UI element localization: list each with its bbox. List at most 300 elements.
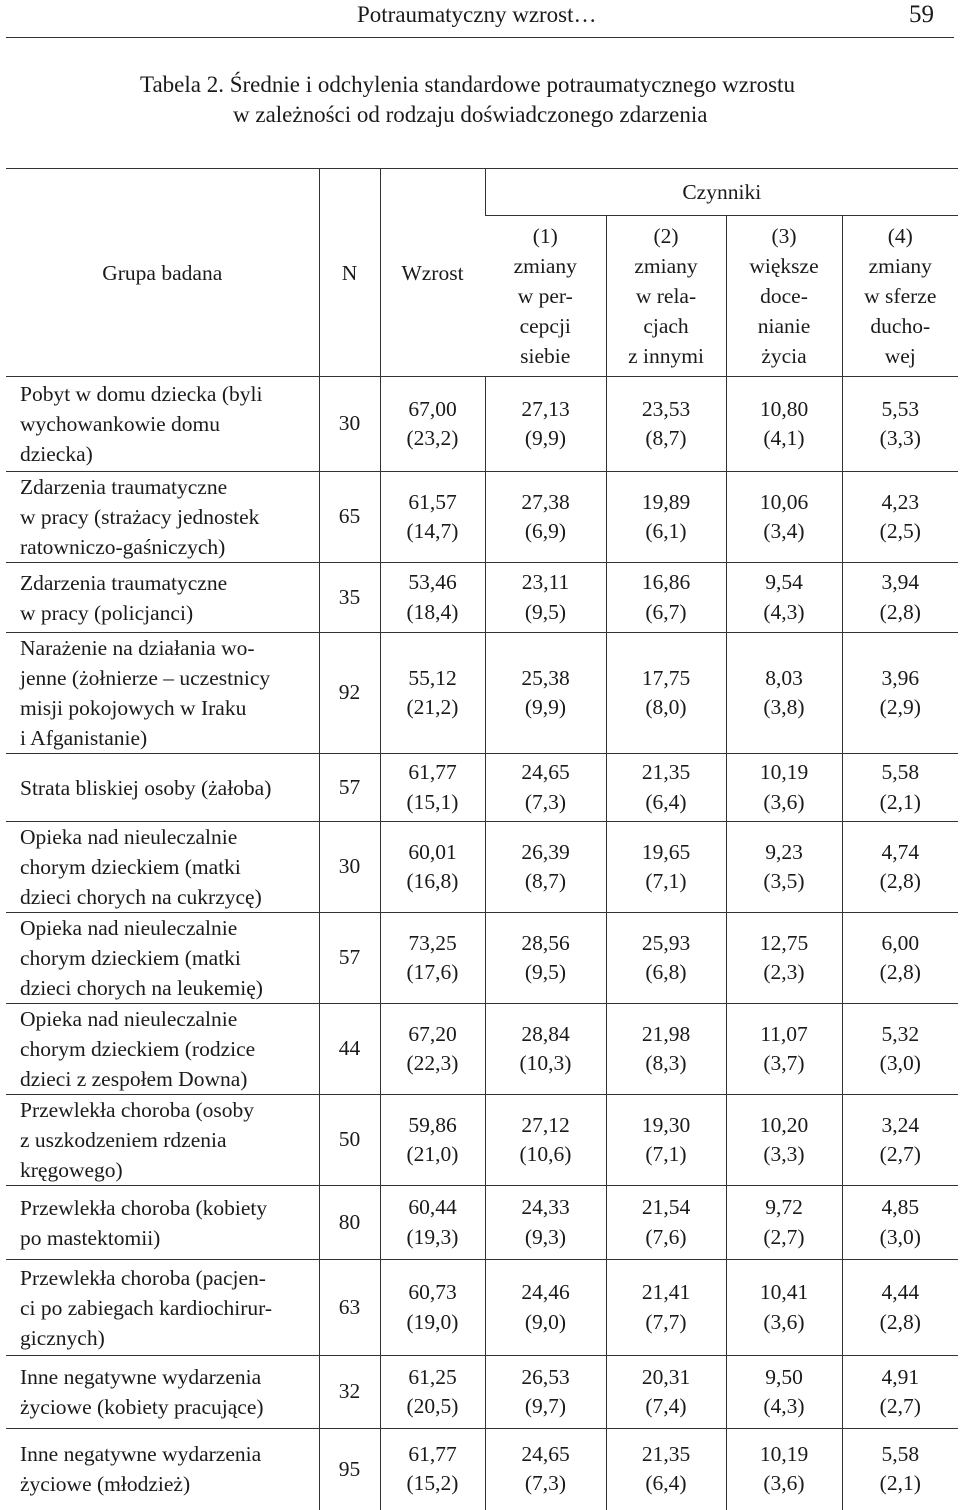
factor-4-cell-line: (2,8) xyxy=(879,869,921,893)
factor-2-cell-line: (6,7) xyxy=(645,599,687,624)
group-cell-line: kręgowego) xyxy=(20,1158,123,1182)
header-factor-2-line: (2) xyxy=(653,224,679,248)
group-cell-line: chorym dzieckiem (matki xyxy=(20,946,241,970)
factor-2-cell xyxy=(606,1095,726,1186)
group-cell xyxy=(6,822,319,913)
growth-cell-line: (16,8) xyxy=(406,869,459,893)
growth-cell-line: (23,2) xyxy=(406,426,459,450)
n-cell-line: 65 xyxy=(338,504,361,529)
caption-line-1: Tabela 2. Średnie i odchylenia standardowe potraumatycznego wzrostu xyxy=(140,72,795,97)
factor-3-cell xyxy=(726,633,842,754)
factor-4-cell-line: 4,74 xyxy=(881,839,920,864)
factor-4-cell-line: (2,8) xyxy=(879,960,921,984)
factor-3-cell-line: 10,41 xyxy=(759,1280,809,1304)
factor-2-cell-line: (6,4) xyxy=(645,1471,687,1496)
running-head xyxy=(0,0,960,38)
group-cell xyxy=(6,1429,319,1510)
factor-4-cell-line: 3,24 xyxy=(881,1112,920,1137)
factor-4-cell xyxy=(842,563,958,633)
factor-2-cell-line: 16,86 xyxy=(641,570,691,594)
n-cell xyxy=(319,754,380,822)
factor-4-cell-line: (3,0) xyxy=(879,1051,921,1075)
factor-3-cell xyxy=(726,822,842,913)
factor-2-cell-line: 25,93 xyxy=(641,930,691,955)
growth-cell-line: 55,12 xyxy=(408,665,457,690)
header-factor-1-line: w per- xyxy=(517,284,573,308)
group-cell xyxy=(6,754,319,822)
group-cell-line: dzieci chorych na leukemię) xyxy=(20,976,263,1000)
factor-1-cell-line: 24,65 xyxy=(521,1441,570,1466)
group-cell-line: wychowankowie domu xyxy=(20,412,221,436)
factor-1-cell xyxy=(485,754,606,822)
growth-cell-line: 53,46 xyxy=(408,570,457,594)
factor-1-cell xyxy=(485,1186,606,1260)
header-rule xyxy=(6,37,954,38)
group-cell-line: Pobyt w domu dziecka (byli xyxy=(20,382,263,406)
factor-4-cell xyxy=(842,913,958,1004)
factor-3-cell xyxy=(726,913,842,1004)
factor-2-cell xyxy=(606,377,726,472)
factor-2-cell xyxy=(606,822,726,913)
factor-2-cell-line: (7,1) xyxy=(645,1142,687,1166)
factor-3-cell-line: 9,72 xyxy=(765,1195,803,1219)
group-cell xyxy=(6,1186,319,1260)
n-cell xyxy=(319,1004,380,1095)
n-cell xyxy=(319,472,380,563)
growth-cell xyxy=(380,1095,485,1186)
factor-4-cell xyxy=(842,472,958,563)
factor-3-cell-line: (2,3) xyxy=(763,960,805,984)
factor-4-cell-line: (2,1) xyxy=(879,1471,921,1496)
header-factor-2 xyxy=(606,216,726,377)
header-factor-1-line: cepcji xyxy=(519,314,571,338)
factor-4-cell xyxy=(842,1004,958,1095)
factor-3-cell-line: (4,3) xyxy=(763,1394,805,1418)
header-factor-4-line: zmiany xyxy=(868,254,932,278)
n-cell-line: 35 xyxy=(338,584,361,609)
factor-1-cell-line: (10,3) xyxy=(519,1051,572,1075)
table-body xyxy=(6,377,958,1510)
factor-4-cell xyxy=(842,633,958,754)
factor-1-cell-line: (9,3) xyxy=(524,1224,567,1249)
factor-2-cell-line: (8,7) xyxy=(645,426,687,450)
growth-cell xyxy=(380,1260,485,1356)
factor-1-cell xyxy=(485,913,606,1004)
group-cell-line: chorym dzieckiem (matki xyxy=(20,855,241,879)
factor-1-cell-line: 27,38 xyxy=(521,489,570,514)
growth-cell xyxy=(380,377,485,472)
table-row xyxy=(6,1260,958,1356)
factor-1-cell xyxy=(485,472,606,563)
table-row xyxy=(6,1186,958,1260)
growth-cell-line: 61,77 xyxy=(408,1441,457,1466)
factor-1-cell-line: 24,65 xyxy=(521,760,570,784)
factor-3-cell xyxy=(726,1004,842,1095)
factor-4-cell-line: (2,8) xyxy=(879,1309,921,1334)
header-factor-1 xyxy=(485,216,606,377)
factor-1-cell xyxy=(485,822,606,913)
header-group: Grupa badana xyxy=(6,169,319,377)
group-cell-line: Inne negatywne wydarzenia xyxy=(20,1442,262,1467)
n-cell-line: 63 xyxy=(338,1294,361,1319)
factor-3-cell-line: 10,19 xyxy=(759,1441,809,1466)
growth-cell-line: (17,6) xyxy=(406,960,459,984)
factor-4-cell-line: 3,94 xyxy=(881,570,920,594)
factor-2-cell-line: (6,1) xyxy=(645,519,687,543)
growth-cell-line: 60,44 xyxy=(408,1195,457,1219)
factor-3-cell-line: 10,80 xyxy=(759,396,809,421)
factor-4-cell xyxy=(842,754,958,822)
header-factor-4-line: ducho- xyxy=(870,314,931,338)
group-cell-line: chorym dzieckiem (rodzice xyxy=(20,1037,256,1061)
table-row xyxy=(6,633,958,754)
factor-4-cell-line: 4,85 xyxy=(881,1195,920,1219)
header-factor-3-line: (3) xyxy=(771,224,797,248)
factor-4-cell xyxy=(842,1095,958,1186)
factor-2-cell xyxy=(606,563,726,633)
factor-3-cell-line: 10,20 xyxy=(759,1112,809,1137)
n-cell xyxy=(319,1429,380,1510)
table-row xyxy=(6,822,958,913)
factor-4-cell-line: 4,91 xyxy=(881,1364,920,1389)
n-cell-line: 32 xyxy=(338,1379,361,1404)
group-cell xyxy=(6,1004,319,1095)
factor-1-cell xyxy=(485,1095,606,1186)
growth-cell-line: (21,0) xyxy=(406,1142,459,1166)
growth-cell-line: 60,01 xyxy=(408,839,457,864)
factor-2-cell-line: (7,1) xyxy=(645,869,687,893)
factor-1-cell xyxy=(485,1356,606,1429)
table-head xyxy=(6,169,958,377)
group-cell-line: dzieci z zespołem Downa) xyxy=(20,1067,248,1091)
growth-cell xyxy=(380,472,485,563)
factor-3-cell-line: 11,07 xyxy=(760,1021,808,1046)
factor-4-cell-line: (2,7) xyxy=(879,1394,921,1418)
factor-2-cell xyxy=(606,633,726,754)
header-factor-3 xyxy=(726,216,842,377)
growth-cell-line: (15,2) xyxy=(406,1471,459,1496)
factor-1-cell-line: (9,5) xyxy=(524,960,567,984)
factor-4-cell-line: (2,9) xyxy=(879,695,921,719)
group-cell-line: misji pokojowych w Iraku xyxy=(20,696,247,720)
factor-2-cell-line: (6,8) xyxy=(645,960,687,984)
factor-1-cell-line: (10,6) xyxy=(519,1142,572,1166)
header-factor-4-line: wej xyxy=(884,344,916,368)
growth-cell-line: 61,57 xyxy=(408,489,457,514)
factor-3-cell-line: (3,6) xyxy=(763,1471,805,1496)
growth-cell-line: 59,86 xyxy=(408,1112,457,1137)
group-cell-line: ratowniczo-gaśniczych) xyxy=(20,535,226,559)
header-factor-1-line: siebie xyxy=(520,344,571,368)
factor-1-cell-line: (9,9) xyxy=(524,695,567,719)
factor-2-cell xyxy=(606,472,726,563)
group-cell xyxy=(6,913,319,1004)
factor-3-cell-line: (3,6) xyxy=(763,1309,805,1334)
factor-4-cell xyxy=(842,822,958,913)
factor-3-cell xyxy=(726,754,842,822)
factor-4-cell xyxy=(842,1186,958,1260)
n-cell xyxy=(319,633,380,754)
group-cell-line: Przewlekła choroba (kobiety xyxy=(20,1195,268,1220)
group-cell-line: Opieka nad nieuleczalnie xyxy=(20,825,238,849)
factor-4-cell xyxy=(842,1356,958,1429)
factor-1-cell-line: 28,56 xyxy=(521,930,570,955)
factor-2-cell-line: 23,53 xyxy=(641,396,691,421)
factor-1-cell-line: 26,39 xyxy=(521,839,570,864)
header-factor-1-line: (1) xyxy=(532,224,558,248)
header-factor-4-line: w sferze xyxy=(864,284,937,308)
factor-4-cell-line: 3,96 xyxy=(881,665,920,690)
factor-3-cell-line: (3,4) xyxy=(763,519,805,543)
factor-3-cell-line: 9,50 xyxy=(765,1364,803,1389)
header-growth: Wzrost xyxy=(380,169,485,377)
header-factor-3-line: życia xyxy=(761,344,807,368)
factor-1-cell-line: (6,9) xyxy=(524,519,567,543)
factor-1-cell-line: (9,7) xyxy=(524,1394,567,1418)
group-cell xyxy=(6,563,319,633)
n-cell-line: 50 xyxy=(338,1127,361,1152)
group-cell-line: dzieci chorych na cukrzycę) xyxy=(20,885,262,909)
factor-2-cell-line: (6,4) xyxy=(645,789,687,814)
n-cell xyxy=(319,1186,380,1260)
factor-3-cell xyxy=(726,377,842,472)
factor-2-cell-line: (7,7) xyxy=(645,1309,687,1334)
factor-2-cell-line: (8,3) xyxy=(645,1051,687,1075)
group-cell-line: po mastektomii) xyxy=(20,1225,161,1250)
group-cell-line: Opieka nad nieuleczalnie xyxy=(20,916,238,940)
factor-1-cell-line: (7,3) xyxy=(524,1471,567,1496)
factor-4-cell xyxy=(842,1429,958,1510)
factor-3-cell-line: (4,1) xyxy=(763,426,805,450)
factor-1-cell xyxy=(485,1429,606,1510)
factor-1-cell-line: 23,11 xyxy=(521,570,570,594)
factor-2-cell xyxy=(606,1429,726,1510)
factor-4-cell-line: (2,7) xyxy=(879,1142,921,1166)
group-cell-line: w pracy (strażacy jednostek xyxy=(20,505,260,529)
group-cell xyxy=(6,1095,319,1186)
header-factor-2-line: w rela- xyxy=(635,284,697,308)
factor-2-cell-line: 19,30 xyxy=(641,1112,691,1137)
factor-3-cell xyxy=(726,1095,842,1186)
factor-2-cell xyxy=(606,1356,726,1429)
factor-2-cell-line: (8,0) xyxy=(645,695,687,719)
group-cell-line: gicznych) xyxy=(20,1325,105,1350)
header-factor-4-line: (4) xyxy=(887,224,913,248)
factor-2-cell-line: 17,75 xyxy=(641,665,691,690)
factor-3-cell xyxy=(726,1260,842,1356)
header-factor-3-line: większe xyxy=(749,254,819,278)
factor-1-cell xyxy=(485,633,606,754)
n-cell-line: 30 xyxy=(338,411,361,436)
factor-1-cell-line: 28,84 xyxy=(521,1021,570,1046)
factor-3-cell-line: (3,3) xyxy=(763,1142,805,1166)
group-cell xyxy=(6,1260,319,1356)
factor-3-cell-line: (3,8) xyxy=(763,695,805,719)
factor-1-cell xyxy=(485,377,606,472)
factor-3-cell-line: (3,6) xyxy=(763,789,805,814)
factor-2-cell-line: 20,31 xyxy=(641,1364,691,1389)
growth-cell-line: (20,5) xyxy=(406,1394,459,1418)
factor-3-cell xyxy=(726,472,842,563)
n-cell-line: 44 xyxy=(338,1036,361,1061)
table-row xyxy=(6,913,958,1004)
growth-cell-line: (15,1) xyxy=(406,789,459,814)
n-cell-line: 30 xyxy=(338,854,361,879)
factor-4-cell-line: (2,8) xyxy=(879,599,921,624)
growth-cell xyxy=(380,754,485,822)
factor-4-cell-line: 5,53 xyxy=(881,396,920,421)
factor-1-cell-line: 26,53 xyxy=(521,1364,570,1389)
header-factor-3-line: nianie xyxy=(757,314,811,338)
table-row xyxy=(6,1356,958,1429)
growth-cell-line: 73,25 xyxy=(408,930,457,955)
n-cell xyxy=(319,377,380,472)
factor-3-cell-line: (4,3) xyxy=(763,599,805,624)
factor-2-cell xyxy=(606,754,726,822)
group-cell-line: życiowe (kobiety pracujące) xyxy=(20,1395,264,1419)
factor-1-cell xyxy=(485,1004,606,1095)
n-cell xyxy=(319,1260,380,1356)
group-cell-line: Zdarzenia traumatyczne xyxy=(20,570,228,595)
growth-cell xyxy=(380,1429,485,1510)
growth-cell-line: 67,20 xyxy=(408,1021,457,1046)
group-cell xyxy=(6,377,319,472)
factor-2-cell-line: 21,35 xyxy=(641,760,691,784)
group-cell-line: w pracy (policjanci) xyxy=(20,600,194,625)
factor-1-cell-line: (7,3) xyxy=(524,789,567,814)
factor-3-cell-line: 10,06 xyxy=(759,489,809,514)
factor-2-cell xyxy=(606,1186,726,1260)
group-cell-line: Strata bliskiej osoby (żałoba) xyxy=(20,775,272,800)
n-cell-line: 57 xyxy=(338,774,361,799)
factor-2-cell-line: (7,6) xyxy=(645,1224,687,1249)
factor-2-cell-line: (7,4) xyxy=(645,1394,687,1418)
growth-cell-line: (14,7) xyxy=(406,519,459,543)
results-table xyxy=(6,168,958,1510)
growth-cell-line: 60,73 xyxy=(408,1280,457,1304)
factor-3-cell-line: 9,23 xyxy=(765,839,803,864)
factor-1-cell-line: (8,7) xyxy=(524,869,567,893)
header-factor-1-line: zmiany xyxy=(513,254,577,278)
growth-cell xyxy=(380,822,485,913)
table-row xyxy=(6,377,958,472)
n-cell xyxy=(319,1095,380,1186)
factor-3-cell-line: (2,7) xyxy=(763,1224,805,1249)
factor-1-cell xyxy=(485,563,606,633)
factor-1-cell-line: 27,12 xyxy=(521,1112,570,1137)
table-row xyxy=(6,1429,958,1510)
factor-2-cell xyxy=(606,913,726,1004)
group-cell-line: Zdarzenia traumatyczne xyxy=(20,475,228,499)
growth-cell-line: (18,4) xyxy=(406,599,459,624)
table-row xyxy=(6,472,958,563)
group-cell-line: i Afganistanie) xyxy=(20,726,148,750)
growth-cell xyxy=(380,633,485,754)
factor-1-cell-line: 24,33 xyxy=(521,1195,570,1219)
factor-3-cell xyxy=(726,563,842,633)
factor-1-cell-line: 25,38 xyxy=(521,665,570,690)
n-cell-line: 80 xyxy=(338,1209,361,1234)
table-row xyxy=(6,563,958,633)
factor-4-cell-line: (3,0) xyxy=(879,1224,921,1249)
n-cell-line: 57 xyxy=(338,945,361,970)
group-cell-line: dziecka) xyxy=(20,442,93,466)
growth-cell-line: (19,0) xyxy=(406,1309,459,1334)
factor-4-cell-line: (3,3) xyxy=(879,426,921,450)
group-cell-line: z uszkodzeniem rdzenia xyxy=(20,1128,227,1152)
factor-1-cell-line: (9,5) xyxy=(524,599,567,624)
factor-1-cell-line: 27,13 xyxy=(521,396,570,421)
group-cell xyxy=(6,472,319,563)
n-cell xyxy=(319,913,380,1004)
factor-4-cell-line: 5,32 xyxy=(881,1021,920,1046)
factor-4-cell-line: 4,44 xyxy=(881,1280,920,1304)
header-factor-2-line: cjach xyxy=(643,314,689,338)
header-factor-4 xyxy=(842,216,958,377)
group-cell xyxy=(6,1356,319,1429)
factor-4-cell-line: (2,1) xyxy=(879,789,921,814)
group-cell-line: Narażenie na działania wo- xyxy=(20,636,255,660)
factor-4-cell-line: (2,5) xyxy=(879,519,921,543)
factor-3-cell-line: 12,75 xyxy=(759,930,809,955)
factor-2-cell-line: 19,65 xyxy=(641,839,691,864)
factor-3-cell-line: 8,03 xyxy=(765,665,803,690)
factor-3-cell xyxy=(726,1429,842,1510)
factor-4-cell-line: 5,58 xyxy=(881,1441,920,1466)
factor-1-cell-line: 24,46 xyxy=(521,1280,570,1304)
growth-cell-line: (21,2) xyxy=(406,695,459,719)
group-cell-line: życiowe (młodzież) xyxy=(20,1472,191,1497)
factor-1-cell xyxy=(485,1260,606,1356)
group-cell-line: Inne negatywne wydarzenia xyxy=(20,1365,262,1389)
growth-cell-line: 61,25 xyxy=(408,1364,457,1389)
factor-2-cell xyxy=(606,1004,726,1095)
factor-3-cell-line: 9,54 xyxy=(765,570,803,594)
group-cell-line: Przewlekła choroba (osoby xyxy=(20,1098,255,1122)
n-cell xyxy=(319,1356,380,1429)
table-caption xyxy=(140,70,940,130)
growth-cell xyxy=(380,1356,485,1429)
n-cell-line: 92 xyxy=(338,680,361,705)
header-n: N xyxy=(319,169,380,377)
growth-cell xyxy=(380,1004,485,1095)
factor-3-cell xyxy=(726,1356,842,1429)
header-factor-3-line: doce- xyxy=(760,284,808,308)
header-factors: Czynniki xyxy=(485,169,958,216)
factor-4-cell-line: 4,23 xyxy=(881,489,920,514)
group-cell-line: Przewlekła choroba (pacjen- xyxy=(20,1265,266,1290)
factor-2-cell-line: 21,54 xyxy=(641,1195,691,1219)
factor-4-cell xyxy=(842,1260,958,1356)
group-cell-line: Opieka nad nieuleczalnie xyxy=(20,1007,238,1031)
running-title: Potraumatyczny wzrost… xyxy=(357,2,597,27)
factor-4-cell xyxy=(842,377,958,472)
growth-cell xyxy=(380,563,485,633)
factor-3-cell xyxy=(726,1186,842,1260)
growth-cell xyxy=(380,913,485,1004)
growth-cell xyxy=(380,1186,485,1260)
factor-4-cell-line: 6,00 xyxy=(881,930,920,955)
growth-cell-line: (22,3) xyxy=(406,1051,459,1075)
header-factor-2-line: zmiany xyxy=(634,254,698,278)
factor-3-cell-line: (3,7) xyxy=(763,1051,805,1075)
factor-1-cell-line: (9,9) xyxy=(524,426,567,450)
n-cell xyxy=(319,822,380,913)
factor-2-cell-line: 21,41 xyxy=(641,1280,691,1304)
factor-2-cell-line: 21,98 xyxy=(641,1021,691,1046)
n-cell-line: 95 xyxy=(338,1456,361,1481)
table-row xyxy=(6,1095,958,1186)
